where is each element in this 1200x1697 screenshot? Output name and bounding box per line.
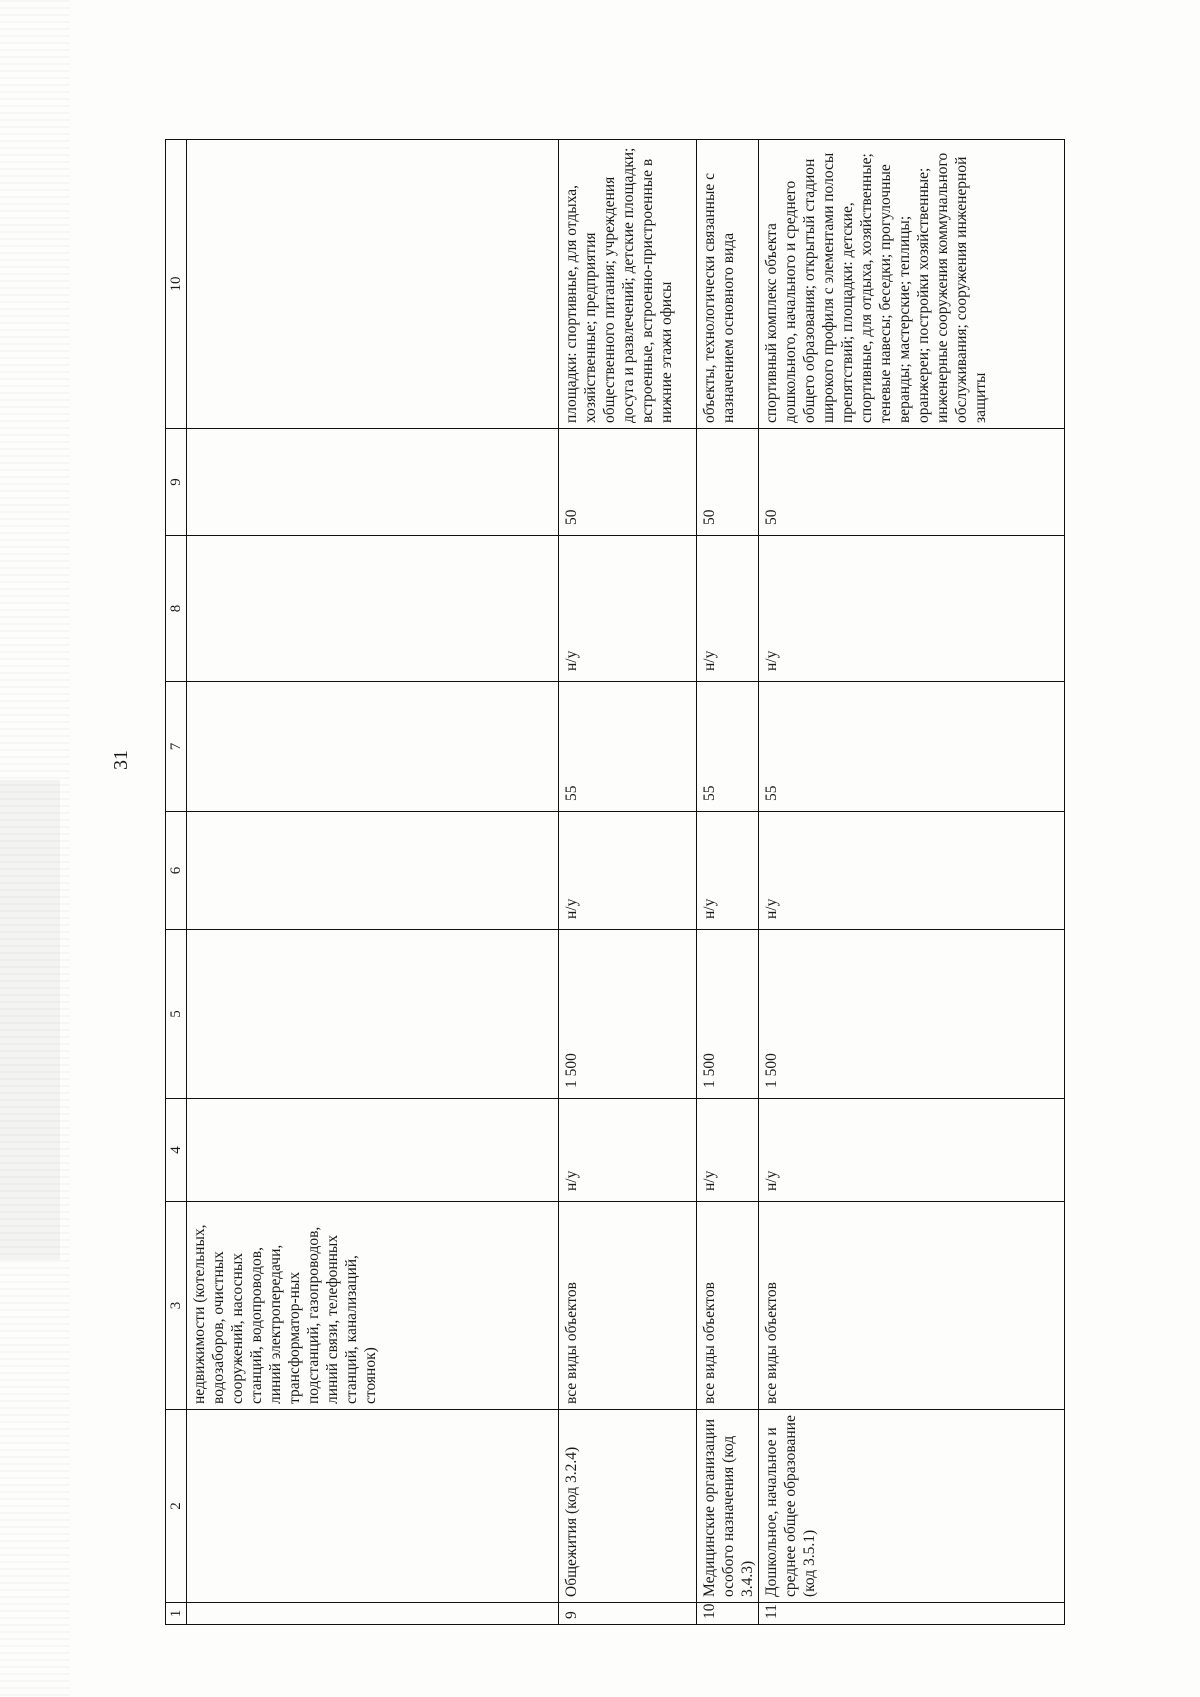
cell-col9 [187,429,559,536]
cell-auxiliary-uses [187,140,559,429]
cell-col6: н/у [697,812,759,930]
cell-col5: 1 500 [759,930,1065,1099]
cell-col9: 50 [697,429,759,536]
cell-col8: н/у [559,536,697,682]
cell-col9: 50 [559,429,697,536]
cell-auxiliary-uses: объекты, технологически связанные с назначением основного вида [697,140,759,429]
cell-land-use-type: Медицинские организации особого назначения (код 3.4.3) [697,1410,759,1603]
cell-col8: н/у [697,536,759,682]
cell-col8: н/у [759,536,1065,682]
table-row [759,140,1065,1625]
col-header-5: 5 [166,930,187,1099]
cell-auxiliary-uses: площадки: спортивные, для отдыха, хозяйственные; предприятия общественного питания; учреждения досуга и развлечений; детские площадки; встроенные, встроенно-пристроенные в нижние этажи офисы [559,140,697,429]
table-row [187,140,559,1625]
cell-col7: 55 [559,682,697,812]
cell-number: 9 [559,1603,697,1625]
cell-col6 [187,812,559,930]
cell-col9: 50 [759,429,1065,536]
col-header-8: 8 [166,536,187,682]
cell-object-type: все виды объектов [697,1202,759,1410]
table-row [697,140,759,1625]
cell-object-type: все виды объектов [759,1202,1065,1410]
col-header-2: 2 [166,1410,187,1603]
cell-land-use-type [187,1410,559,1603]
cell-object-type: недвижимости (котельных, водозаборов, очистных сооружений, насосных станций, водопроводов, линий электропередачи, трансформатор-ных подстанций, газопроводов, линий связи, телефонных станций, канализаций, стоянок) [187,1202,559,1410]
zoning-regulations-table [165,139,1065,1625]
cell-land-use-type: Общежития (код 3.2.4) [559,1410,697,1603]
cell-col7: 55 [697,682,759,812]
cell-col4: н/у [759,1099,1065,1202]
cell-col5: 1 500 [697,930,759,1099]
col-header-6: 6 [166,812,187,930]
cell-col4 [187,1099,559,1202]
cell-land-use-type: Дошкольное, начальное и среднее общее образование (код 3.5.1) [759,1410,1065,1603]
col-header-7: 7 [166,682,187,812]
cell-object-type: все виды объектов [559,1202,697,1410]
rotated-table-wrapper [165,140,1065,1625]
col-header-10: 10 [166,140,187,429]
col-header-1: 1 [166,1603,187,1625]
col-header-3: 3 [166,1202,187,1410]
table-row [559,140,697,1625]
cell-col5: 1 500 [559,930,697,1099]
col-header-9: 9 [166,429,187,536]
cell-col4: н/у [697,1099,759,1202]
cell-auxiliary-uses: спортивный комплекс объекта дошкольного, начального и среднего общего образования; открытый стадион широкого профиля с элементами полосы препятствий; площадки: детские, спортивные, для отдыха, хозяйственные; теневые навесы; беседки; прогулочные веранды; мастерские; теплицы; оранжереи; постройки хозяйственные; инженерные сооружения коммунального обслуживания; сооружения инженерной защиты [759,140,1065,429]
cell-number [187,1603,559,1625]
header-row [166,140,187,1625]
cell-col5 [187,930,559,1099]
scan-speckle [0,780,60,1260]
cell-col6: н/у [559,812,697,930]
col-header-4: 4 [166,1099,187,1202]
page-number: 31 [110,750,132,770]
cell-col7: 55 [759,682,1065,812]
cell-col8 [187,536,559,682]
cell-col7 [187,682,559,812]
cell-number: 11 [759,1603,1065,1625]
cell-col4: н/у [559,1099,697,1202]
cell-col6: н/у [759,812,1065,930]
cell-number: 10 [697,1603,759,1625]
